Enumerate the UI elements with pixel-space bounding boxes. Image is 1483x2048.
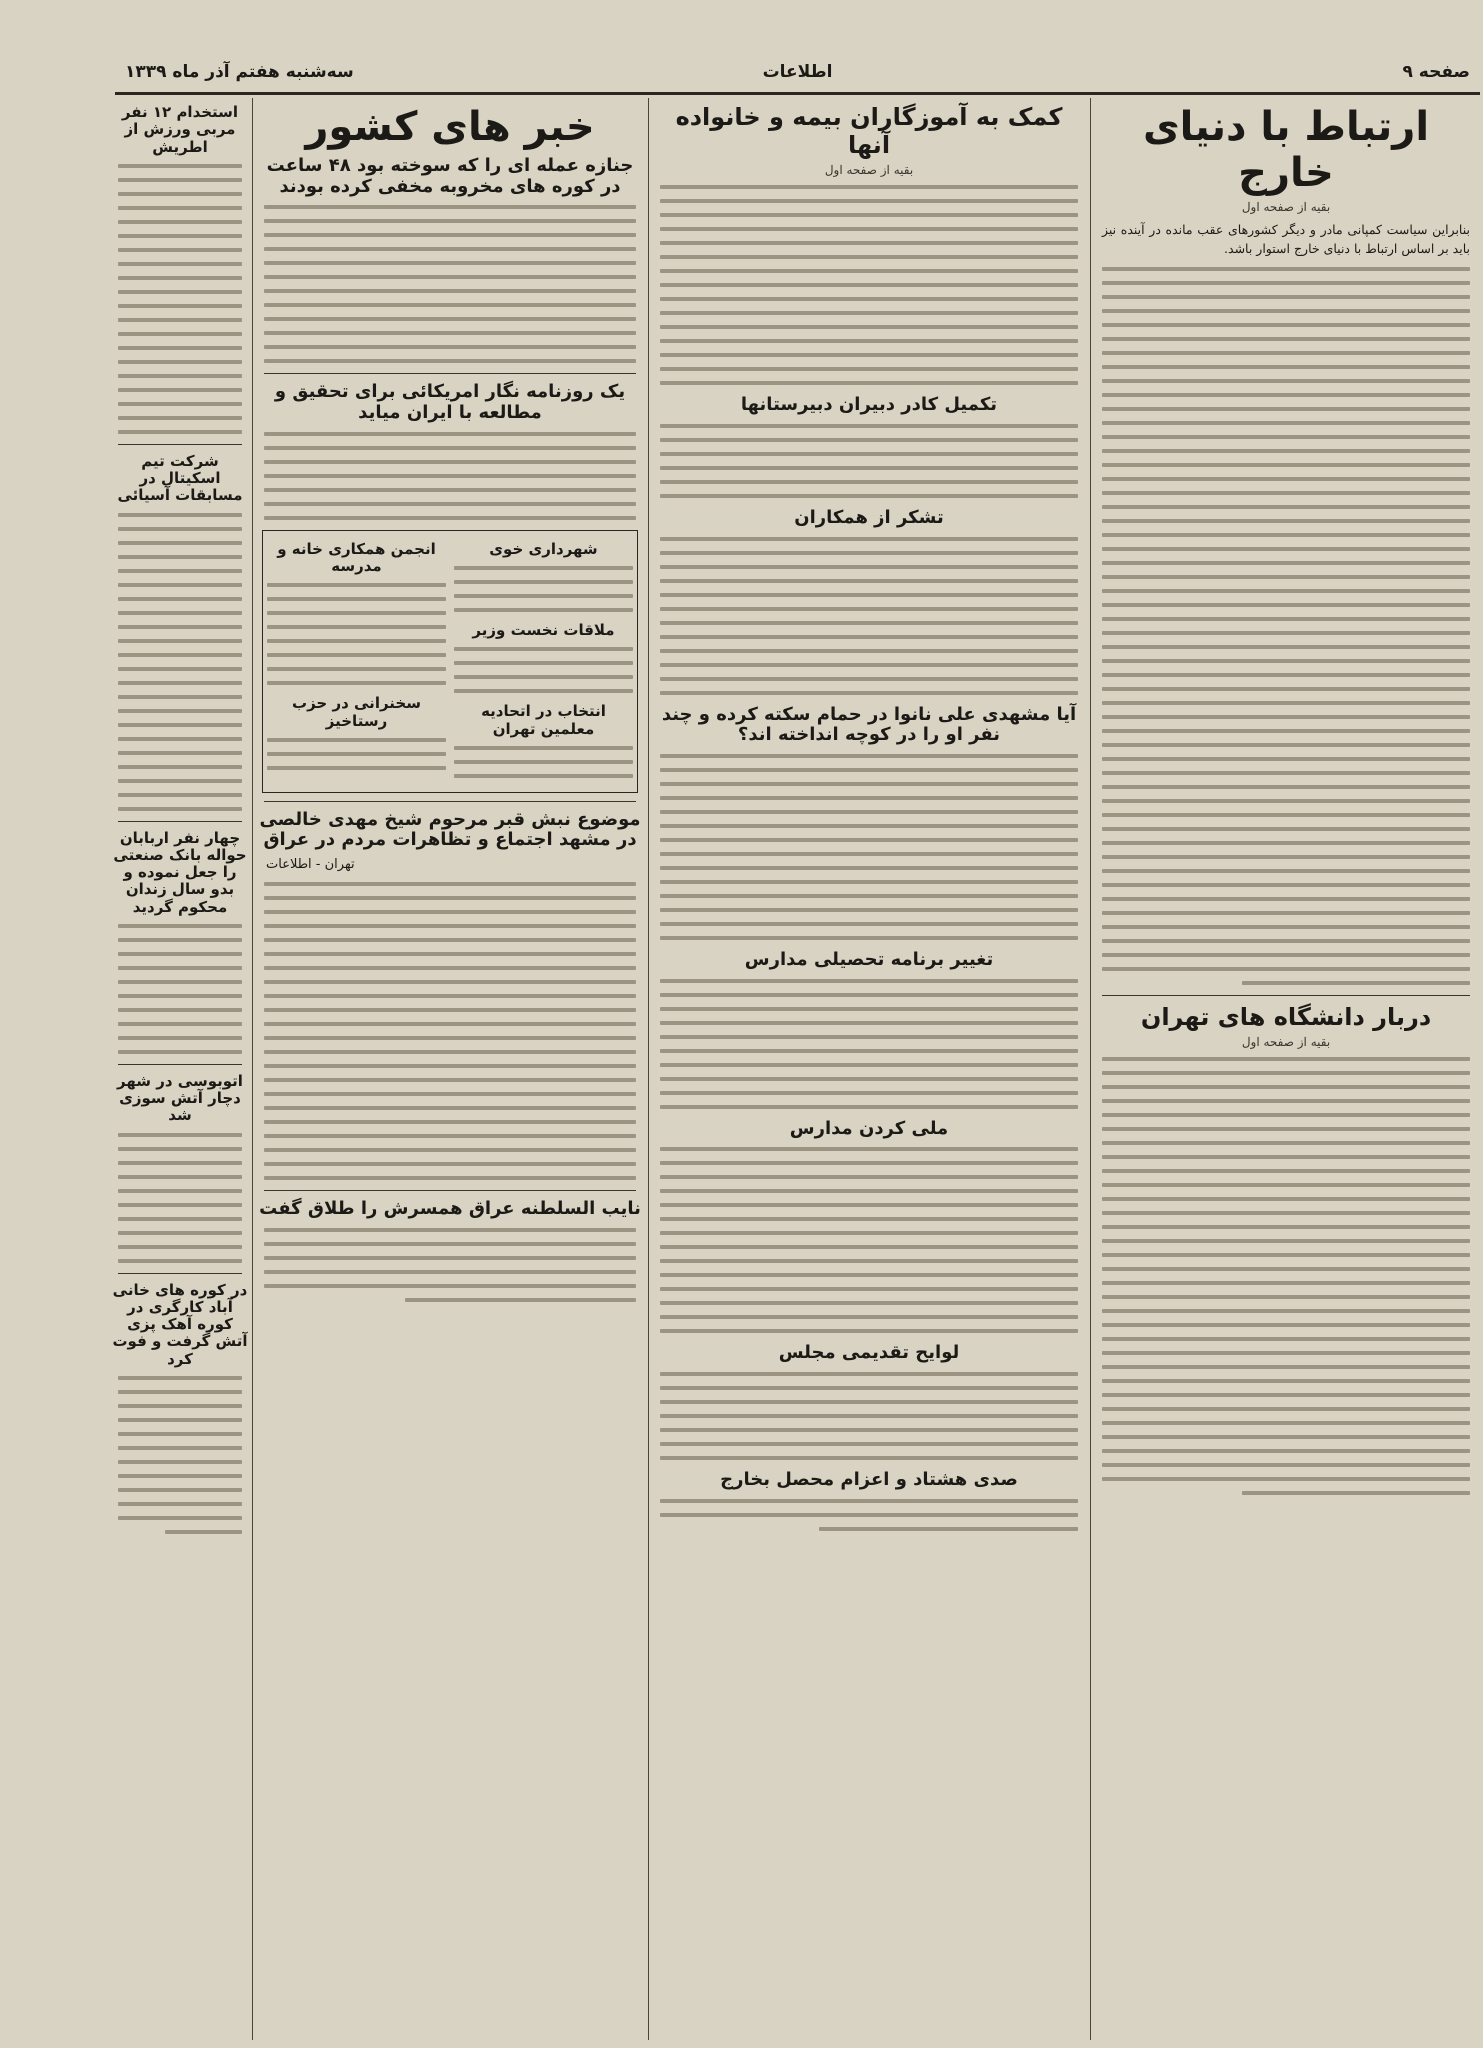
article-lead: بنابراین سیاست کمپانی مادر و دیگر کشورهای عقب مانده در آینده نیز باید بر اساس ارتباط با دنیای خارج استوار باشد. [1102,222,1470,257]
column-rule [648,98,649,2040]
subheadline: شهرداری خوی [489,539,598,558]
continued-note: بقیه از صفحه اول [1241,1035,1331,1050]
paper-name: اطلاعات [762,62,833,82]
article-headline: دربار دانشگاه های تهران [1140,1002,1432,1031]
column-foreign-relations [1096,98,1476,2040]
section-title: خبر های کشور [305,104,595,150]
column-national-news [258,98,642,2040]
subheadline: شرکت تیم اسکیتال در مسابقات آسیائی [117,451,243,505]
section-divider [1102,995,1470,996]
column-rule [1090,98,1091,2040]
subheadline: در کوره های خانی آباد کارگری در کوره آهک پزی آتش گرفت و فوت کرد [112,1280,248,1368]
subheadline: یک روزنامه نگار امریکائی برای تحقیق و مطالعه با ایران میاید [274,381,626,424]
page-number: صفحه ۹ [1402,62,1470,82]
column-briefs [112,98,248,2040]
column-rule [252,98,253,2040]
subheadline: آیا مشهدی علی نانوا در حمام سکته کرده و چند نفر او را در کوچه انداخته اند؟ [661,703,1077,746]
subheadline: نایب السلطنه عراق همسرش را طلاق گفت [259,1198,641,1220]
subheadline: صدی هشتاد و اعزام محصل بخارج [720,1469,1018,1490]
subheadline: سخنرانی در حزب رستاخیز [292,694,421,730]
subheadline: تغییر برنامه تحصیلی مدارس [744,948,994,970]
subheadline: جنازه عمله ای را که سوخته بود ۴۸ ساعت در کوره های مخروبه مخفی کرده بودند [266,155,634,197]
subheadline: اتوبوسی در شهر دچار آتش سوزی شد [117,1071,243,1125]
page-header [115,48,1480,95]
subheadline: ملی کردن مدارس [789,1117,949,1139]
continued-note: بقیه از صفحه اول [1241,200,1331,214]
subheadline: تکمیل کادر دبیران دبیرستانها [740,394,998,416]
issue-date: سه‌شنبه هفتم آذر ماه ۱۳۳۹ [125,62,354,82]
subheadline: انتخاب در اتحادیه معلمین تهران [481,702,606,738]
continued-note: بقیه از صفحه اول [824,163,914,178]
column-teachers-aid [654,98,1084,2040]
subheadline: ملاقات نخست وزیر [472,621,615,639]
article-body [1096,267,1476,985]
article-body [1096,1057,1476,1495]
subheadline: تشکر از همکاران [794,506,944,528]
subheadline: موضوع نبش قبر مرحوم شیخ مهدی خالصی در مشهد اجتماع و تظاهرات مردم در عراق [259,808,641,851]
article-headline: کمک به آموزگاران بیمه و خانواده آنها [675,103,1063,159]
subheadline: انجمن همکاری خانه و مدرسه [277,539,436,575]
dateline: تهران - اطلاعات [266,857,355,873]
subheadline: چهار نفر اربابان حواله بانک صنعتی را جعل نموده و بدو سال زندان محکوم گردید [113,828,247,916]
subheadline: استخدام ۱۲ نفر مربی ورزش از اطریش [121,103,239,156]
article-body [654,185,1084,385]
subheadline: لوایح تقدیمی مجلس [778,1342,960,1364]
article-headline: ارتباط با دنیای خارج [1142,104,1430,196]
news-brief-box [262,530,638,793]
